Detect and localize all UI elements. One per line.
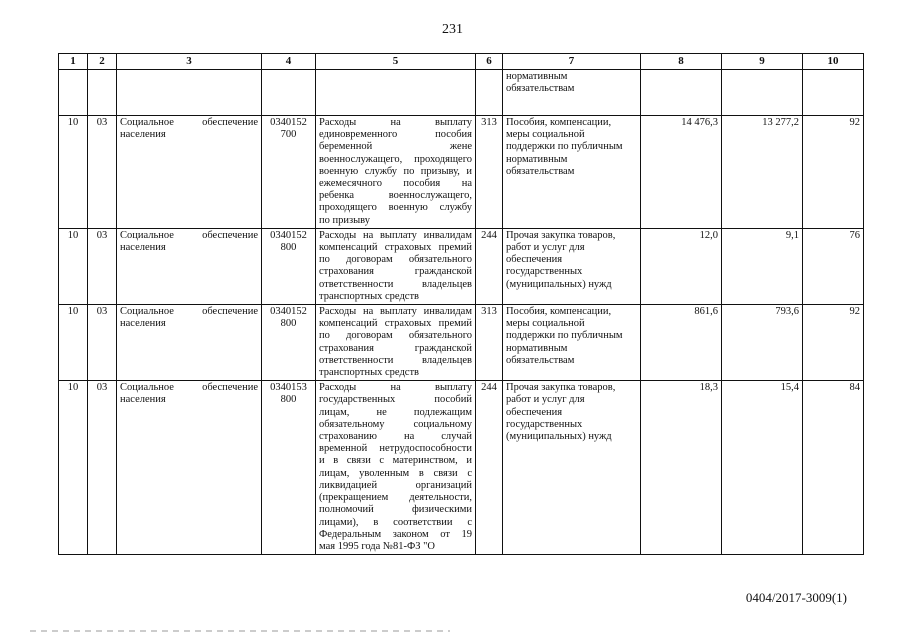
text-line	[120, 117, 258, 129]
text-line: Прочая закупка товаров,	[506, 229, 616, 241]
section-code-cell: 10	[59, 381, 88, 555]
column-header: 9	[722, 54, 803, 70]
text-line: работ и услуг для	[506, 394, 585, 406]
executed-amount-cell: 9,1	[722, 228, 803, 304]
text-word: Социальное	[120, 117, 174, 128]
execution-percent-cell: 92	[803, 116, 864, 229]
expense-description-cell	[316, 116, 476, 229]
section-code-cell: 10	[59, 305, 88, 381]
text-line: Расходы на выплату инвалидам	[319, 229, 472, 241]
section-name-cell	[117, 381, 262, 555]
column-header: 8	[641, 54, 722, 70]
column-header: 2	[88, 54, 117, 70]
subsection-code-cell: 03	[88, 228, 117, 304]
text-line: Пособия, компенсации,	[506, 306, 612, 318]
text-line: ответственности владельцев	[319, 354, 472, 366]
table-row	[59, 381, 864, 555]
approved-amount-cell: 861,6	[641, 305, 722, 381]
text-line: Пособия, компенсации,	[506, 117, 612, 128]
text-line: обеспечения	[506, 406, 563, 418]
text-line: Расходы на выплату	[319, 117, 472, 128]
table-row	[59, 228, 864, 304]
text-line: нормативным	[506, 342, 568, 354]
text-line: обеспечения	[506, 254, 563, 266]
execution-percent-cell: 92	[803, 305, 864, 381]
text-line: 0340152	[270, 229, 307, 241]
subsection-code-cell: 03	[88, 305, 117, 381]
column-header: 6	[476, 54, 503, 70]
column-header: 10	[803, 54, 864, 70]
text-word: Социальное	[120, 382, 174, 394]
text-word: Социальное	[120, 229, 174, 241]
subsection-code-cell: 03	[88, 381, 117, 555]
text-line: обязательному социальному	[319, 418, 472, 430]
execution-percent-cell: 76	[803, 228, 864, 304]
text-line: (муниципальных) нужд	[506, 278, 612, 290]
section-name-cell	[117, 228, 262, 304]
expense-description-cell	[316, 228, 476, 304]
text-line: ребенка военнослужащего,	[319, 190, 472, 202]
text-line: населения	[120, 242, 166, 254]
section-code-cell: 10	[59, 116, 88, 229]
approved-amount-cell: 18,3	[641, 381, 722, 555]
text-line: страхования гражданской	[319, 266, 472, 278]
section-name-cell	[117, 305, 262, 381]
section-name-cell	[117, 116, 262, 229]
text-line: ежемесячного пособия на	[319, 178, 472, 190]
continuation-row	[59, 70, 864, 116]
text-line: 800	[280, 394, 297, 406]
text-line: населения	[120, 129, 166, 141]
text-line: населения	[120, 394, 166, 406]
text-line: меры социальной	[506, 318, 585, 330]
column-header: 5	[316, 54, 476, 70]
text-line: 0340152	[270, 117, 307, 128]
text-line: государственных	[506, 418, 583, 430]
table-row	[59, 116, 864, 229]
text-line: нормативным	[506, 153, 568, 165]
column-header: 3	[117, 54, 262, 70]
expense-type-name-cell	[503, 228, 641, 304]
scan-artifact	[30, 630, 450, 632]
text-line: Расходы на выплату инвалидам	[319, 306, 472, 318]
text-line: компенсаций страховых премий	[319, 242, 472, 254]
text-line: транспортных средств	[319, 367, 420, 379]
text-line: военнослужащего, проходящего	[319, 153, 472, 165]
text-line: по договорам обязательного	[319, 330, 472, 342]
page-number: 231	[442, 22, 463, 37]
text-line: населения	[120, 318, 166, 330]
text-line: 0340152	[270, 306, 307, 318]
text-line: лицам, уволенным в связи с	[319, 467, 472, 479]
text-line: полномочий физическими	[319, 504, 472, 516]
column-header: 4	[262, 54, 316, 70]
text-line: единовременного пособия	[319, 129, 472, 141]
table-row	[59, 305, 864, 381]
text-line: мая 1995 года №81-ФЗ "О	[319, 540, 435, 552]
text-line: Прочая закупка товаров,	[506, 382, 616, 394]
budget-table	[58, 53, 864, 555]
text-line: лицами), в соответствии с	[319, 516, 472, 528]
text-line: временной нетрудоспособности	[319, 443, 472, 455]
text-line	[120, 230, 258, 242]
text-line: транспортных средств	[319, 290, 420, 302]
text-line: ответственности владельцев	[319, 278, 472, 290]
expense-type-cell: 313	[476, 305, 503, 381]
text-line: Федеральным законом от 19	[319, 528, 472, 540]
text-line: по договорам обязательного	[319, 254, 472, 266]
column-header: 1	[59, 54, 88, 70]
text-line: государственных	[506, 266, 583, 278]
text-line: Расходы на выплату	[319, 382, 472, 394]
text-line	[120, 306, 258, 318]
text-line: 700	[280, 129, 297, 141]
expense-type-name-cell	[503, 381, 641, 555]
approved-amount-cell: 12,0	[641, 228, 722, 304]
expense-type-name-cell	[503, 305, 641, 381]
section-code-cell: 10	[59, 228, 88, 304]
text-line: лицам, не подлежащим	[319, 406, 472, 418]
text-line: 800	[280, 242, 297, 254]
text-line: страхования гражданской	[319, 342, 472, 354]
text-line: обязательствам	[506, 354, 575, 366]
header-row	[59, 54, 864, 70]
target-article-cell	[262, 116, 316, 229]
text-line: (прекращением деятельности,	[319, 492, 472, 504]
target-article-cell	[262, 305, 316, 381]
text-word: обеспечение	[202, 382, 258, 394]
expense-description-cell	[316, 305, 476, 381]
text-line: поддержки по публичным	[506, 141, 623, 153]
executed-amount-cell: 15,4	[722, 381, 803, 555]
continuation-text	[503, 70, 641, 116]
text-line: 0340153	[270, 382, 307, 394]
text-line: нормативным	[506, 71, 568, 82]
expense-type-name-cell	[503, 116, 641, 229]
text-line: государственных пособий	[319, 394, 472, 406]
execution-percent-cell: 84	[803, 381, 864, 555]
text-line: проходящего военную службу	[319, 202, 472, 214]
text-line: работ и услуг для	[506, 242, 585, 254]
approved-amount-cell: 14 476,3	[641, 116, 722, 229]
text-word: Социальное	[120, 306, 174, 318]
text-line: компенсаций страховых премий	[319, 318, 472, 330]
text-line: по призыву	[319, 214, 371, 226]
expense-type-cell: 244	[476, 381, 503, 555]
text-line: ликвидацией организаций	[319, 479, 472, 491]
text-line: обязательствам	[506, 83, 575, 95]
text-line: военную службу по призыву, и	[319, 165, 472, 177]
expense-description-cell	[316, 381, 476, 555]
text-line: 800	[280, 318, 297, 330]
text-word: обеспечение	[202, 229, 258, 241]
text-line: (муниципальных) нужд	[506, 431, 612, 443]
document-reference: 0404/2017-3009(1)	[745, 590, 847, 605]
text-line: беременной жене	[319, 141, 472, 153]
text-line: страхованию на случай	[319, 431, 472, 443]
text-line: поддержки по публичным	[506, 330, 623, 342]
text-word: обеспечение	[202, 306, 258, 318]
expense-type-cell: 244	[476, 228, 503, 304]
target-article-cell	[262, 228, 316, 304]
executed-amount-cell: 13 277,2	[722, 116, 803, 229]
column-header: 7	[503, 54, 641, 70]
target-article-cell	[262, 381, 316, 555]
executed-amount-cell: 793,6	[722, 305, 803, 381]
text-word: обеспечение	[202, 117, 258, 128]
text-line: обязательствам	[506, 165, 575, 177]
subsection-code-cell: 03	[88, 116, 117, 229]
expense-type-cell: 313	[476, 116, 503, 229]
text-line: и в связи с материнством, и	[319, 455, 472, 467]
text-line: меры социальной	[506, 129, 585, 141]
text-line	[120, 382, 258, 394]
